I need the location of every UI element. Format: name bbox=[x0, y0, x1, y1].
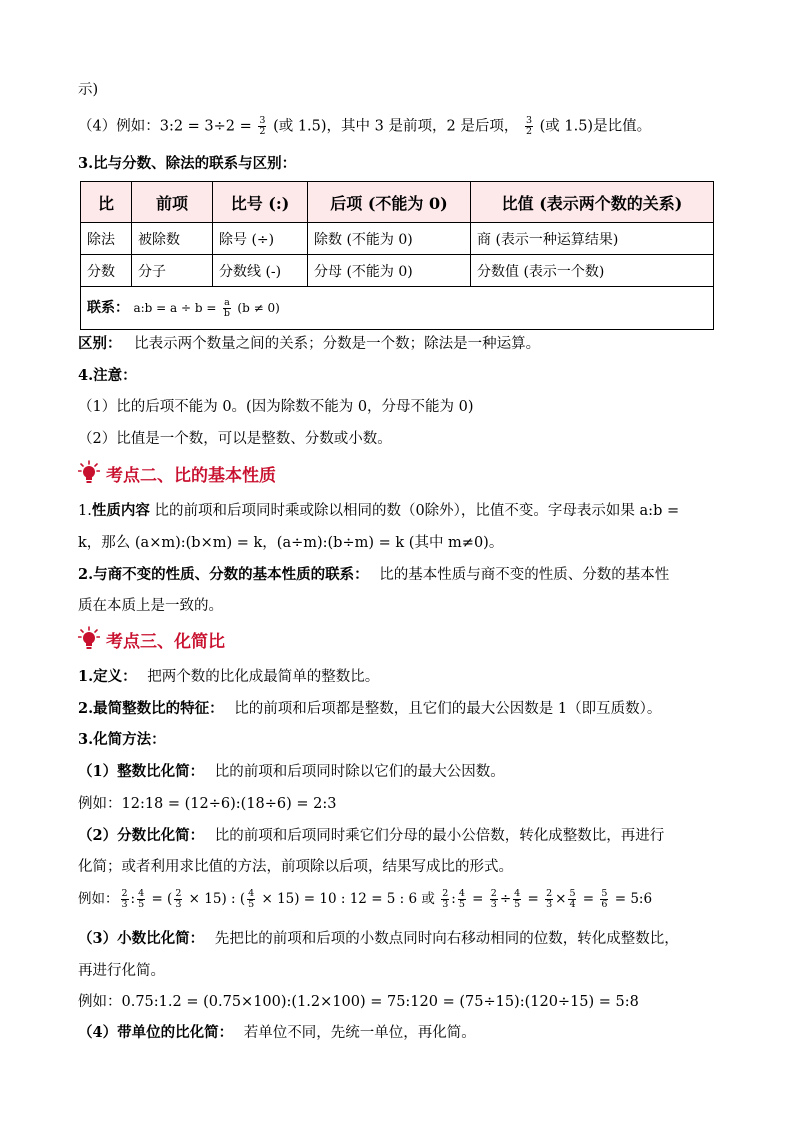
method-2-cont: 化简；或者利用求比值的方法，前项除以后项，结果写成比的形式。 bbox=[78, 859, 513, 875]
kp2-property-cont: k，那么 (a×m):(b×m) = k，(a÷m):(b÷m) = k (其中 m≠0)。 bbox=[78, 535, 504, 551]
kp3-method-title: 3.化简方法： bbox=[78, 731, 166, 748]
fraction: $\frac{a}{b}$ bbox=[223, 296, 230, 319]
example-4: （4）例如：3:2 = 3÷2 = $\frac{3}{2}$ (或 1.5)，其中 3 是前项，2 是后项， $\frac{3}{2}$ (或 1.5)是比值。 bbox=[78, 115, 652, 137]
lightbulb-icon bbox=[78, 460, 100, 486]
kp3-feature: 2.最简整数比的特征： 比的前项和后项都是整数，且它们的最大公因数是 1（即互质数）。 bbox=[78, 700, 662, 717]
kp2-property: 1.性质内容 比的前项和后项同时乘或除以相同的数（0除外），比值不变。字母表示如果 a:b = bbox=[78, 502, 680, 519]
kp3-definition: 1.定义： 把两个数的比化成最简单的整数比。 bbox=[78, 668, 380, 685]
link-cell: 联系： a:b = a ÷ b = $\frac{a}{b}$ (b ≠ 0) bbox=[81, 287, 714, 330]
table-cell: 分子 bbox=[132, 255, 213, 287]
method-3-example: 例如：0.75:1.2 = (0.75×100):(1.2×100) = 75:120 = (75÷15):(120÷15) = 5:8 bbox=[78, 994, 639, 1010]
table-cell: 分数值 (表示一个数) bbox=[471, 255, 714, 287]
table-cell: 分母 (不能为 0) bbox=[308, 255, 471, 287]
kp2-link-cont: 质在本质上是一致的。 bbox=[78, 598, 223, 614]
table-cell: 分数 bbox=[81, 255, 132, 287]
table-link-row bbox=[81, 287, 714, 330]
table-cell: 分数线 (-) bbox=[213, 255, 308, 287]
table-header-cell: 比号 (:) bbox=[213, 182, 308, 223]
table-cell: 除数 (不能为 0) bbox=[308, 223, 471, 255]
fraction: $\frac{3}{2}$ bbox=[259, 115, 266, 137]
continued-text: 示) bbox=[78, 82, 99, 98]
table-header-cell: 前项 bbox=[132, 182, 213, 223]
section-heading-text: 考点三、化简比 bbox=[106, 631, 225, 652]
method-2: （2）分数比化简： 比的前项和后项同时乘它们分母的最小公倍数，转化成整数比，再进行 bbox=[78, 827, 665, 844]
kp2-link: 2.与商不变的性质、分数的基本性质的联系： 比的基本性质与商不变的性质、分数的基本性 bbox=[78, 566, 670, 583]
section-heading-kp2 bbox=[78, 460, 276, 486]
section-heading-kp3 bbox=[78, 626, 225, 652]
fraction: $\frac{3}{2}$ bbox=[525, 115, 532, 137]
lightbulb-icon bbox=[78, 626, 100, 652]
note-item: （2）比值是一个数，可以是整数、分数或小数。 bbox=[78, 431, 392, 447]
table-header-row bbox=[81, 182, 714, 223]
table-row bbox=[81, 223, 714, 255]
section-3-title: 3.比与分数、除法的联系与区别： bbox=[78, 155, 297, 172]
method-3: （3）小数比化简： 先把比的前项和后项的小数点同时向右移动相同的位数，转化成整数比， bbox=[78, 930, 679, 947]
method-1-example: 例如：12:18 = (12÷6):(18÷6) = 2:3 bbox=[78, 796, 337, 812]
section-heading-text: 考点二、比的基本性质 bbox=[106, 465, 276, 486]
table-header-cell: 后项 (不能为 0) bbox=[308, 182, 471, 223]
comparison-table bbox=[80, 181, 714, 330]
method-1: （1）整数比化简： 比的前项和后项同时除以它们的最大公因数。 bbox=[78, 763, 505, 780]
difference-line: 区别： 比表示两个数量之间的关系；分数是一个数；除法是一种运算。 bbox=[78, 335, 541, 352]
table-row bbox=[81, 255, 714, 287]
method-2-example: 例如： $\frac{2}{3}$ : $\frac{4}{5}$ = ( $\frac{2}{3}$ × 15) : ( $\frac{4}{5}$ × 15) = 10 : 12 = 5 : 6 或 $\frac{2}{3}$ : $\frac{4}{5}$ = $\frac{2}{3}$ ÷ $\frac{4}{5}$ = $\frac{2}{3}$ × $\frac{5}{4}$ = $\frac{5}{6}$ = 5:6 bbox=[78, 888, 653, 910]
table-cell: 商 (表示一种运算结果) bbox=[471, 223, 714, 255]
table-cell: 除法 bbox=[81, 223, 132, 255]
table-cell: 被除数 bbox=[132, 223, 213, 255]
note-item: （1）比的后项不能为 0。(因为除数不能为 0，分母不能为 0) bbox=[78, 399, 474, 415]
table-cell: 除号 (÷) bbox=[213, 223, 308, 255]
method-3-cont: 再进行化简。 bbox=[78, 963, 165, 979]
method-4: （4）带单位的比化简： 若单位不同，先统一单位，再化简。 bbox=[78, 1024, 476, 1041]
table-header-cell: 比 bbox=[81, 182, 132, 223]
notes-title: 4.注意： bbox=[78, 367, 137, 384]
table-header-cell: 比值 (表示两个数的关系) bbox=[471, 182, 714, 223]
